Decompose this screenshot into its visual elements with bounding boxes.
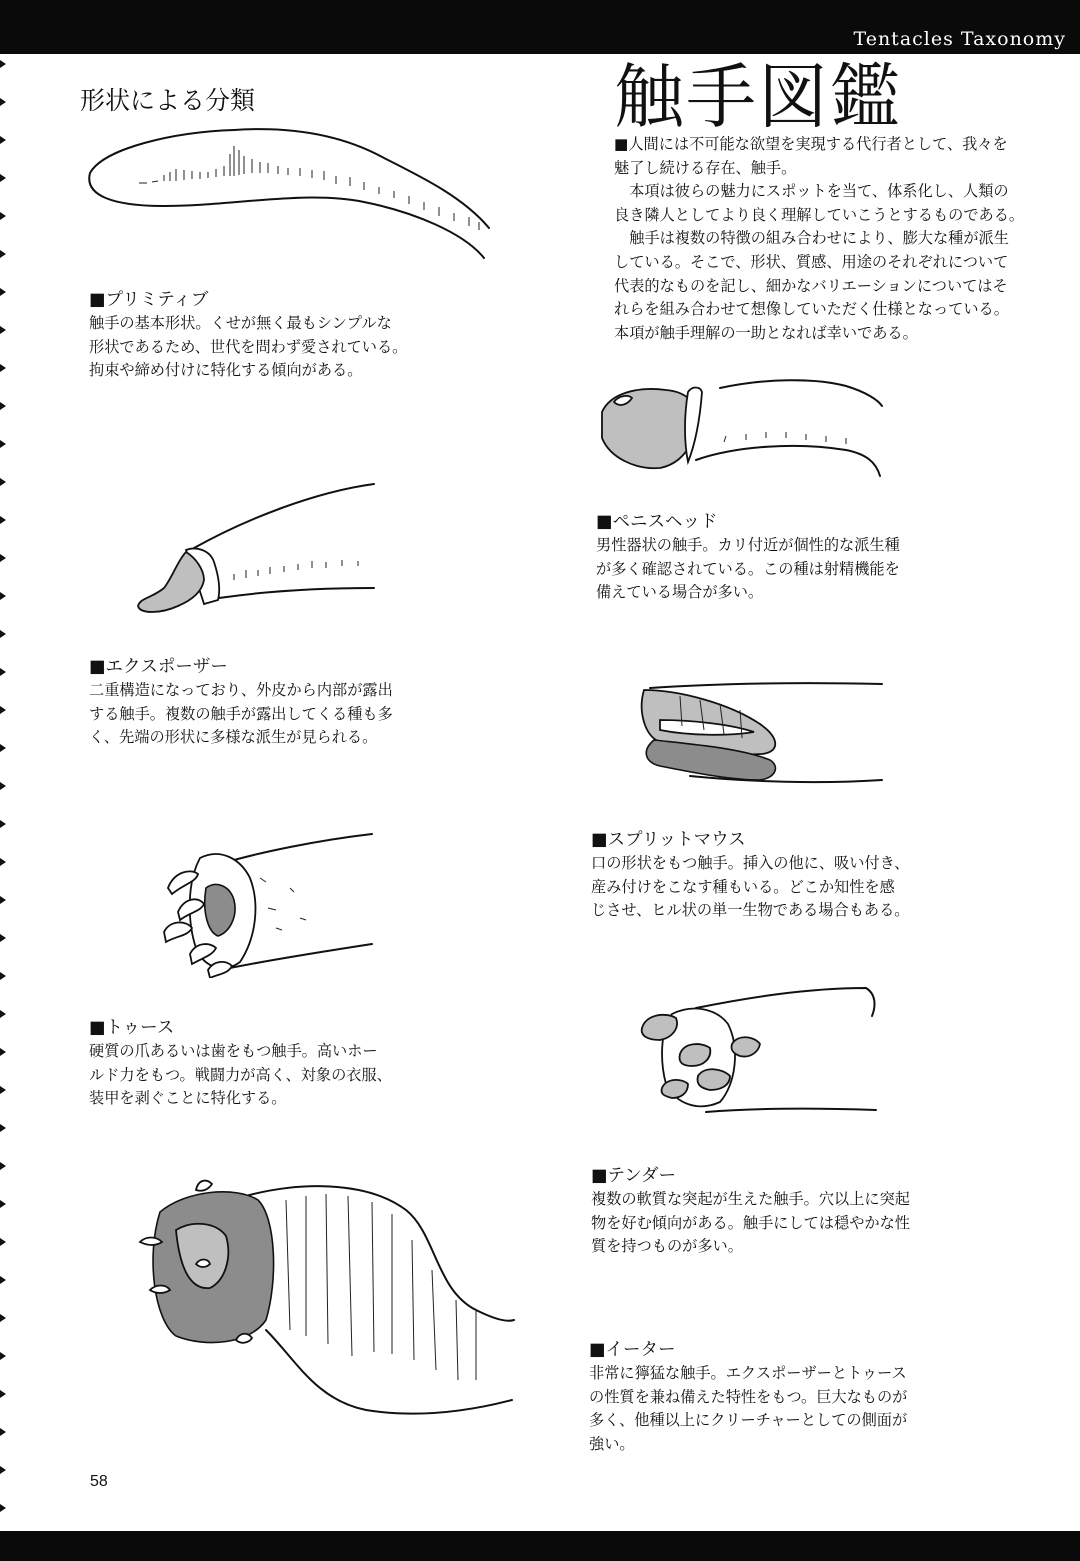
binding-mark xyxy=(0,1124,6,1132)
binding-mark xyxy=(0,250,6,258)
entry-eater xyxy=(589,1338,907,1456)
tender-illustration xyxy=(636,984,886,1114)
binding-mark xyxy=(0,288,6,296)
binding-mark xyxy=(0,1466,6,1474)
binding-mark xyxy=(0,782,6,790)
binding-mark xyxy=(0,516,6,524)
binding-mark xyxy=(0,934,6,942)
entry-description: 二重構造になっており、外皮から内部が露出 する触手。複数の触手が露出してくる種も多 く、先端の形状に多様な派生が見られる。 xyxy=(89,681,393,747)
entry-penis-head xyxy=(596,510,900,605)
entry-name: ■スプリットマウス xyxy=(591,830,746,850)
binding-mark xyxy=(0,1504,6,1512)
entry-split-mouth xyxy=(591,828,909,923)
binding-mark xyxy=(0,1010,6,1018)
binding-mark xyxy=(0,98,6,106)
binding-mark xyxy=(0,174,6,182)
binding-mark xyxy=(0,630,6,638)
binding-mark xyxy=(0,896,6,904)
section-title: 形状による分類 xyxy=(80,85,256,115)
binding-mark xyxy=(0,478,6,486)
entry-name: ■ペニスヘッド xyxy=(596,512,718,532)
header-title: Tentacles Taxonomy xyxy=(853,28,1066,50)
split-mouth-illustration xyxy=(630,680,890,800)
page-title: 触手図鑑 xyxy=(614,56,902,138)
binding-mark xyxy=(0,402,6,410)
exposer-illustration xyxy=(134,480,384,620)
entry-description: 触手の基本形状。くせが無く最もシンプルな 形状であるため、世代を問わず愛されている。 拘束や締め付けに特化する傾向がある。 xyxy=(89,314,408,380)
entry-tender xyxy=(591,1164,910,1259)
binding-mark xyxy=(0,364,6,372)
binding-mark xyxy=(0,1048,6,1056)
binding-mark xyxy=(0,554,6,562)
page-number: 58 xyxy=(90,1473,108,1490)
binding-mark xyxy=(0,1352,6,1360)
entry-exposer xyxy=(89,655,393,750)
binding-mark xyxy=(0,1276,6,1284)
binding-mark xyxy=(0,212,6,220)
binding-mark xyxy=(0,972,6,980)
binding-mark xyxy=(0,1390,6,1398)
binding-mark xyxy=(0,744,6,752)
entry-primitive xyxy=(89,288,407,383)
binding-mark xyxy=(0,1162,6,1170)
eater-illustration xyxy=(136,1160,516,1420)
entry-description: 口の形状をもつ触手。挿入の他に、吸い付き、 産み付けをこなす種もいる。どこか知性を感 じさせ、ヒル状の単一生物である場合もある。 xyxy=(591,854,910,920)
entry-description: 複数の軟質な突起が生えた触手。穴以上に突起 物を好む傾向がある。触手にしては穏やかな性 質を持つものが多い。 xyxy=(591,1190,910,1256)
tooth-illustration xyxy=(160,828,380,978)
binding-edge xyxy=(0,54,10,1531)
primitive-illustration xyxy=(84,118,504,268)
binding-mark xyxy=(0,60,6,68)
intro-paragraph: ■人間には不可能な欲望を実現する代行者として、我々を 魅了し続ける存在、触手。 本項は彼らの魅力にスポットを当て、体系化し、人類の 良き隣人としてより良く理解していこうとするものである。 触手は複数の特徴の組み合わせにより、膨大な種が派生 している。そこで、形状、質感、用途のそれぞれについて 代表的なものを記し、細かなバリエーションについてはそ れらを組み合わせて想像していただく仕様となっている。 本項が触手理解の一助となれば幸いである。 xyxy=(614,135,1025,342)
binding-mark xyxy=(0,1238,6,1246)
entry-description: 硬質の爪あるいは歯をもつ触手。高いホー ルド力をもつ。戦闘力が高く、対象の衣服、 装甲を剥ぐことに特化する。 xyxy=(89,1042,392,1108)
entry-name: ■プリミティブ xyxy=(89,290,209,310)
entry-name: ■テンダー xyxy=(591,1166,676,1186)
header-bar xyxy=(0,0,1080,54)
binding-mark xyxy=(0,858,6,866)
entry-name: ■エクスポーザー xyxy=(89,657,228,677)
binding-mark xyxy=(0,668,6,676)
entry-name: ■トゥース xyxy=(89,1018,175,1038)
entry-name: ■イーター xyxy=(589,1340,676,1360)
binding-mark xyxy=(0,706,6,714)
binding-mark xyxy=(0,326,6,334)
binding-mark xyxy=(0,1200,6,1208)
binding-mark xyxy=(0,1086,6,1094)
entry-description: 男性器状の触手。カリ付近が個性的な派生種 が多く確認されている。この種は射精機能を 備えている場合が多い。 xyxy=(596,536,900,602)
binding-mark xyxy=(0,440,6,448)
binding-mark xyxy=(0,1428,6,1436)
binding-mark xyxy=(0,592,6,600)
binding-mark xyxy=(0,1314,6,1322)
penis-head-illustration xyxy=(596,372,896,482)
binding-mark xyxy=(0,136,6,144)
entry-tooth xyxy=(89,1016,392,1111)
entry-description: 非常に獰猛な触手。エクスポーザーとトゥース の性質を兼ね備えた特性をもつ。巨大なものが 多く、他種以上にクリーチャーとしての側面が 強い。 xyxy=(589,1364,908,1453)
binding-mark xyxy=(0,820,6,828)
footer-bar xyxy=(0,1531,1080,1561)
